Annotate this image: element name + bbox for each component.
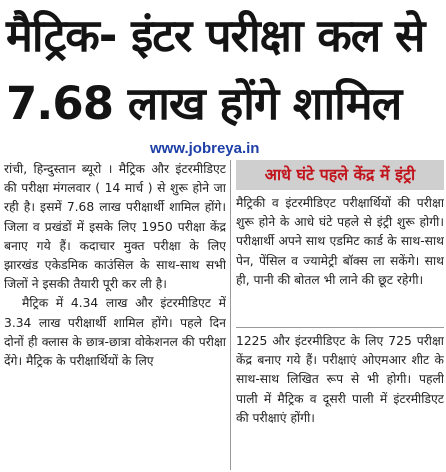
article-paragraph: 1225 और इंटरमीडिएट के लिए 725 परीक्षा केंद्र बनाए गये हैं। परीक्षाएं ओएमआर शीट के साथ-साथ लिखित रूप से भी होगी। पहली पाली में मैट्रिक व दूसरी पाली में इंटरमीडिएट की परीक्षाएं होंगी। xyxy=(236,334,444,425)
headline-line-1: मैट्रिक- इंटर परीक्षा कल से xyxy=(6,9,425,62)
article-paragraph: रांची, हिन्दुस्तान ब्यूरो । मैट्रिक और इंटरमीडिएट की परीक्षा मंगलवार ( 14 मार्च ) से शुरू होने जा रही है। इसमें 7.68 लाख परीक्षार्थी शामिल होंगे। जिला व प्रखंडों में इसके लिए 1950 परीक्षा केंद्र बनाए गये हैं। कदाचार मुक्त परीक्षा के लिए झारखंड एकेडमिक काउंसिल के साथ-साथ सभी जिलों ने इसकी तैयारी पूरी कर ली है। xyxy=(4,162,226,292)
column-divider xyxy=(230,160,231,470)
section-divider xyxy=(236,327,444,328)
headline-line-2: 7.68 लाख होंगे शामिल xyxy=(6,77,402,130)
headline xyxy=(6,2,442,138)
article-paragraph: मैट्रिक में 4.34 लाख और इंटरमीडिएट में 3.34 लाख परीक्षार्थी शामिल होंगे। पहले दिन दोनों ही क्लास के छात्र-छात्रा वोकेशनल की परीक्षा देंगे। मैट्रिक के परीक्षार्थियों के लिए xyxy=(4,296,226,369)
article-paragraph: मैट्रिकी व इंटरमीडिएट परीक्षार्थियों की परीक्षा शुरू होने के आधे घंटे पहले से इंट्री शुरू होगी। परीक्षार्थी अपने साथ एडमिट कार्ड के साथ-साथ पेन, पेंसिल व ज्यामेट्री बॉक्स ला सकेंगे। साथ ही, पानी की बोतल भी लाने की छूट रहेगी। xyxy=(236,196,444,287)
subheading: आधे घंटे पहले केंद्र में इंट्री xyxy=(236,160,444,190)
article-right-column-top xyxy=(236,194,444,316)
article-left-column xyxy=(4,160,226,470)
website-watermark: www.jobreya.in xyxy=(150,140,260,157)
article-right-column-bottom xyxy=(236,332,444,468)
